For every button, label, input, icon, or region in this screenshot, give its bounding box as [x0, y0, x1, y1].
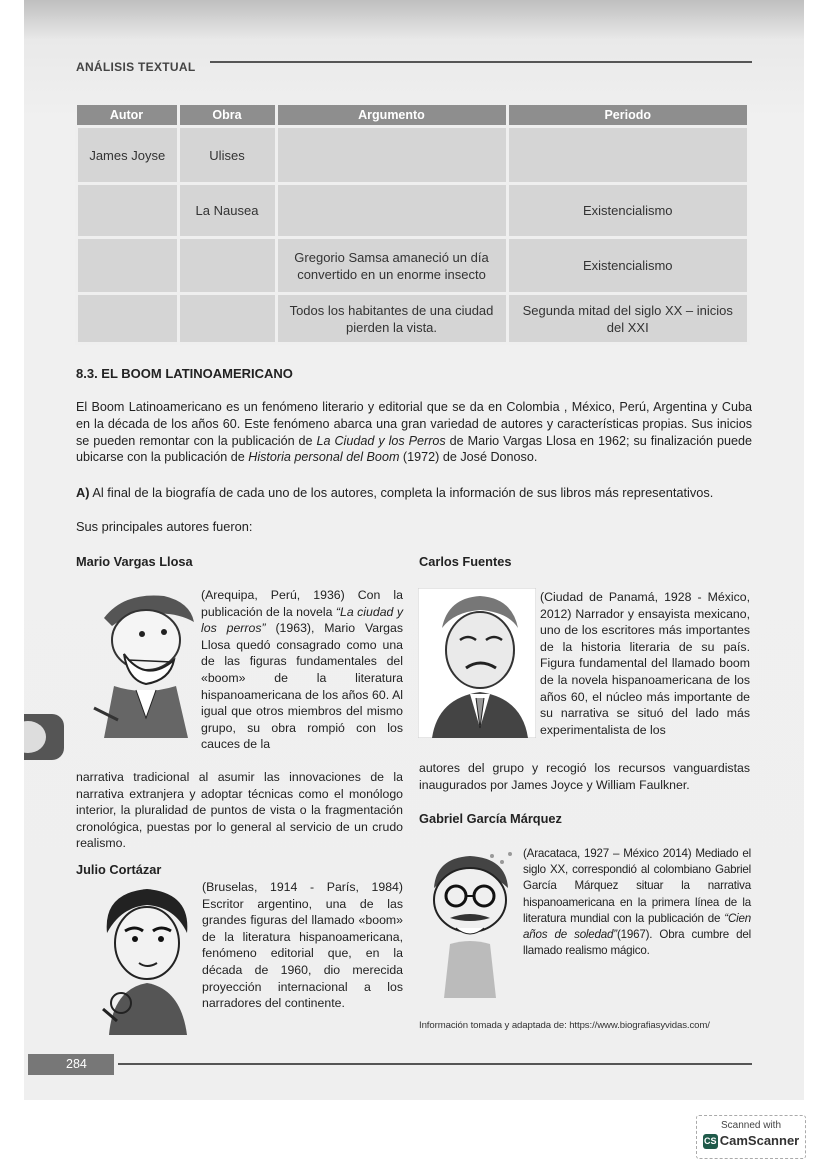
- carlos-fuentes-caricature: [418, 588, 536, 738]
- works-table: [75, 105, 750, 345]
- task-letter: A): [76, 485, 90, 500]
- col-header-periodo: Periodo: [507, 105, 749, 127]
- bio-carlos-fuentes: (Ciudad de Panamá, 1928 - México, 2012) Narrador y ensayista mexicano, uno de los escritores más importantes de la historia literaria de su país. Figura fundamental del llamado boom de la novela hispanoamericana de los años 60, el núcleo más importante de su narrativa se situó del lado más experimentalista de los: [540, 590, 750, 737]
- table-cell: Gregorio Samsa amaneció un día convertido en un enorme insecto: [276, 238, 507, 294]
- col-header-obra: Obra: [178, 105, 276, 127]
- bio-vargas-llosa-continued: narrativa tradicional al asumir las innovaciones de la narrativa extranjera y adoptar técnicas como el monólogo interior, la pluralidad de puntos de vista o la fragmentación cronológica, puestas por lo general al servicio de un crudo realismo.: [76, 770, 403, 851]
- table-cell: [77, 238, 179, 294]
- camscanner-logo-icon: CS: [703, 1134, 718, 1149]
- authors-lead: Sus principales autores fueron:: [76, 519, 253, 534]
- intro-paragraph: El Boom Latinoamericano es un fenómeno literario y editorial que se da en Colombia , México, Perú, Argentina y Cuba en la década de los años 60. Este fenómeno abarca una gran variedad de autores y características propias. Sus inicios se pueden remontar con la publicación de La Ciudad y los Perros de Mario Vargas Llosa en 1962; su finalización puede ubicarse con la publicación de Historia personal del Boom (1972) de José Donoso.: [76, 400, 752, 465]
- table-row: [77, 294, 749, 344]
- author-name-vargas-llosa: Mario Vargas Llosa: [76, 554, 193, 569]
- author-name-garcia-marquez: Gabriel García Márquez: [419, 811, 562, 826]
- footer-rule: [118, 1063, 752, 1065]
- page-margin: [0, 0, 24, 1100]
- col-header-argumento: Argumento: [276, 105, 507, 127]
- header-rule: [210, 61, 752, 63]
- table-row: [77, 184, 749, 238]
- table-cell: Ulises: [178, 127, 276, 184]
- vargas-llosa-caricature: [84, 588, 200, 744]
- bio-garcia-marquez: (Aracataca, 1927 – México 2014) Mediado el siglo XX, correspondió al colombiano Gabriel García Márquez situar la narrativa hispanoamericana en la primera línea de la literatura mundial con la publicación de “Cien años de soledad”(1967). Obra cumbre del llamado realismo mágico.: [523, 847, 751, 958]
- col-header-autor: Autor: [77, 105, 179, 127]
- table-cell: La Nausea: [178, 184, 276, 238]
- table-cell: [77, 184, 179, 238]
- table-header-row: [77, 105, 749, 127]
- author-name-julio-cortazar: Julio Cortázar: [76, 862, 162, 877]
- section-title: 8.3. EL BOOM LATINOAMERICANO: [76, 366, 293, 381]
- table-cell: James Joyse: [77, 127, 179, 184]
- table-cell: [178, 294, 276, 344]
- camscanner-watermark: [696, 1115, 806, 1159]
- table-cell: Existencialismo: [507, 184, 749, 238]
- garcia-marquez-caricature: [420, 848, 520, 998]
- julio-cortazar-caricature: [95, 885, 199, 1035]
- table-row: [77, 127, 749, 184]
- book-title: La Ciudad y los Perros: [316, 433, 446, 448]
- book-title: “La ciudad y los perros”: [201, 604, 403, 636]
- table-cell: Existencialismo: [507, 238, 749, 294]
- table-cell: Todos los habitantes de una ciudad pierden la vista.: [276, 294, 507, 344]
- author-name-carlos-fuentes: Carlos Fuentes: [419, 554, 512, 569]
- bio-julio-cortazar: (Bruselas, 1914 - París, 1984) Escritor argentino, una de las grandes figuras del llamado «boom» de la literatura hispanoamericana, fenómeno editorial que, en la década de 1960, dio merecida proyección internacional a los narradores del continente.: [202, 880, 403, 1011]
- bio-carlos-fuentes-continued: autores del grupo y recogió los recursos vanguardistas inaugurados por James Joyce y William Faulkner.: [419, 761, 750, 792]
- page-tab-marker: [24, 714, 64, 760]
- book-title: “Cien años de soledad”: [523, 911, 751, 942]
- bio-vargas-llosa: (Arequipa, Perú, 1936) Con la publicación de la novela “La ciudad y los perros” (1963), Mario Vargas Llosa quedó consagrado como una de las figuras fundamentales del «boom» de la literatura hispanoamericana de los años 60. Al igual que otros miembros del mismo grupo, su obra rompió con los cauces de la: [201, 588, 403, 752]
- table-cell: [507, 127, 749, 184]
- watermark-line1: Scanned with: [720, 1120, 782, 1131]
- table-cell: [77, 294, 179, 344]
- section-header: ANÁLISIS TEXTUAL: [76, 60, 196, 74]
- table-cell: [178, 238, 276, 294]
- book-title: Historia personal del Boom: [248, 450, 400, 465]
- table-cell: [276, 127, 507, 184]
- source-citation: Información tomada y adaptada de: https://www.biografiasyvidas.com/: [419, 1020, 710, 1031]
- task-instruction: A) Al final de la biografía de cada uno de los autores, completa la información de sus libros más representativos.: [76, 485, 714, 500]
- table-row: [77, 238, 749, 294]
- table-cell: Segunda mitad del siglo XX – inicios del XXI: [507, 294, 749, 344]
- watermark-line2: CS CamScanner: [703, 1133, 800, 1148]
- page-number: 284: [28, 1054, 114, 1075]
- table-cell: [276, 184, 507, 238]
